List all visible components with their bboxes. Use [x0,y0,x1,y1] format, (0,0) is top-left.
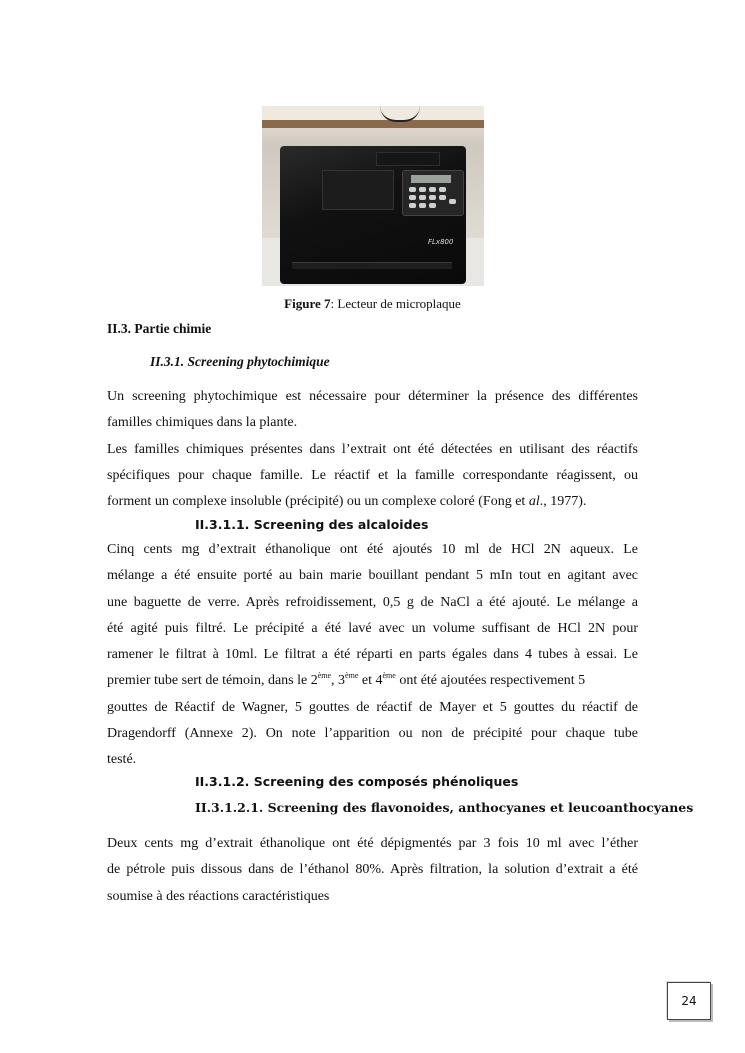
photo-shelf [262,120,484,128]
text-segment: , 3 [331,673,346,689]
text-line: testé. [107,752,137,768]
superscript: ème [345,671,359,681]
text-segment: ont été ajoutées respectivement 5 [395,673,586,689]
reader-top-tray [376,152,440,166]
text-line: familles chimiques dans la plante. [107,415,298,431]
text-line [107,668,638,694]
text-line: été agité puis filtré. Le précipité a été lavé avec un volume suffisant de HCl 2N pour [107,620,638,636]
figure-label: Figure 7 [284,296,331,311]
text-segment: premier tube sert de témoin, dans le 2 [107,673,318,689]
text-line [107,489,638,515]
text-segment: forment un complexe insoluble (précipité) ou un complexe coloré (Fong et [107,494,529,510]
text-line: mélange a été ensuite porté au bain marie bouillant pendant 5 mIn tout en agitant avec [107,568,638,584]
microplate-reader-photo [262,106,484,286]
superscript: ème [382,671,396,681]
reader-lcd [411,175,451,183]
text-line: Cinq cents mg d’extrait éthanolique ont été ajoutés 10 ml de HCl 2N aqueux. Le [107,542,638,557]
phenolic-paragraph [107,831,638,910]
text-segment: et 4 [358,673,383,689]
reader-front-slot [292,262,452,269]
figure-caption [0,296,745,312]
flavonoids-heading: II.3.1.2.1. Screening des flavonoides, anthocyanes et leucoanthocyanes [195,800,694,815]
italic-segment: al [528,494,540,510]
page-number: 24 [667,982,711,1020]
text-segment: ., 1977). [539,494,587,510]
text-line: spécifiques pour chaque famille. Le réactif et la famille correspondante réagissent, ou [107,467,638,483]
text-line: soumise à des réactions caractéristiques [107,888,330,904]
section-heading: II.3. Partie chimie [107,321,212,336]
intro-paragraph [107,384,638,515]
phenolic-heading: II.3.1.2. Screening des composés phénoliques [195,774,519,789]
subsection-heading: II.3.1. Screening phytochimique [150,354,330,369]
text-line: Deux cents mg d’extrait éthanolique ont été dépigmentés par 3 fois 10 ml avec l’éther [107,836,638,851]
text-line: Un screening phytochimique est nécessaire pour déterminer la présence des différentes [107,389,638,404]
text-line: gouttes de Réactif de Wagner, 5 gouttes de réactif de Mayer et 5 gouttes du réactif de [107,699,638,715]
text-line: ramener le filtrat à 10ml. Le filtrat a été réparti en parts égales dans 4 tubes à essai. Le [107,647,638,663]
alkaloids-paragraph [107,537,638,774]
microplate-reader-device [280,146,466,284]
reader-lid [322,170,394,210]
figure-caption-text: : Lecteur de microplaque [330,296,461,311]
alkaloids-heading: II.3.1.1. Screening des alcaloides [195,517,429,532]
photo-wall [262,106,484,120]
text-line: Les familles chimiques présentes dans l’extrait ont été détectées en utilisant des réactifs [107,441,638,457]
reader-brand-label: FLx800 [428,238,454,246]
text-line: Dragendorff (Annexe 2). On note l’apparition ou non de précipité pour chaque tube [107,726,638,742]
text-line: une baguette de verre. Après refroidissement, 0,5 g de NaCl a été ajouté. Le mélange a [107,594,638,610]
superscript: ème [317,671,332,681]
text-line: de pétrole puis dissous dans de l’éthanol 80%. Après filtration, la solution d’extrait a été [107,862,638,878]
reader-keypad-panel [402,170,464,216]
